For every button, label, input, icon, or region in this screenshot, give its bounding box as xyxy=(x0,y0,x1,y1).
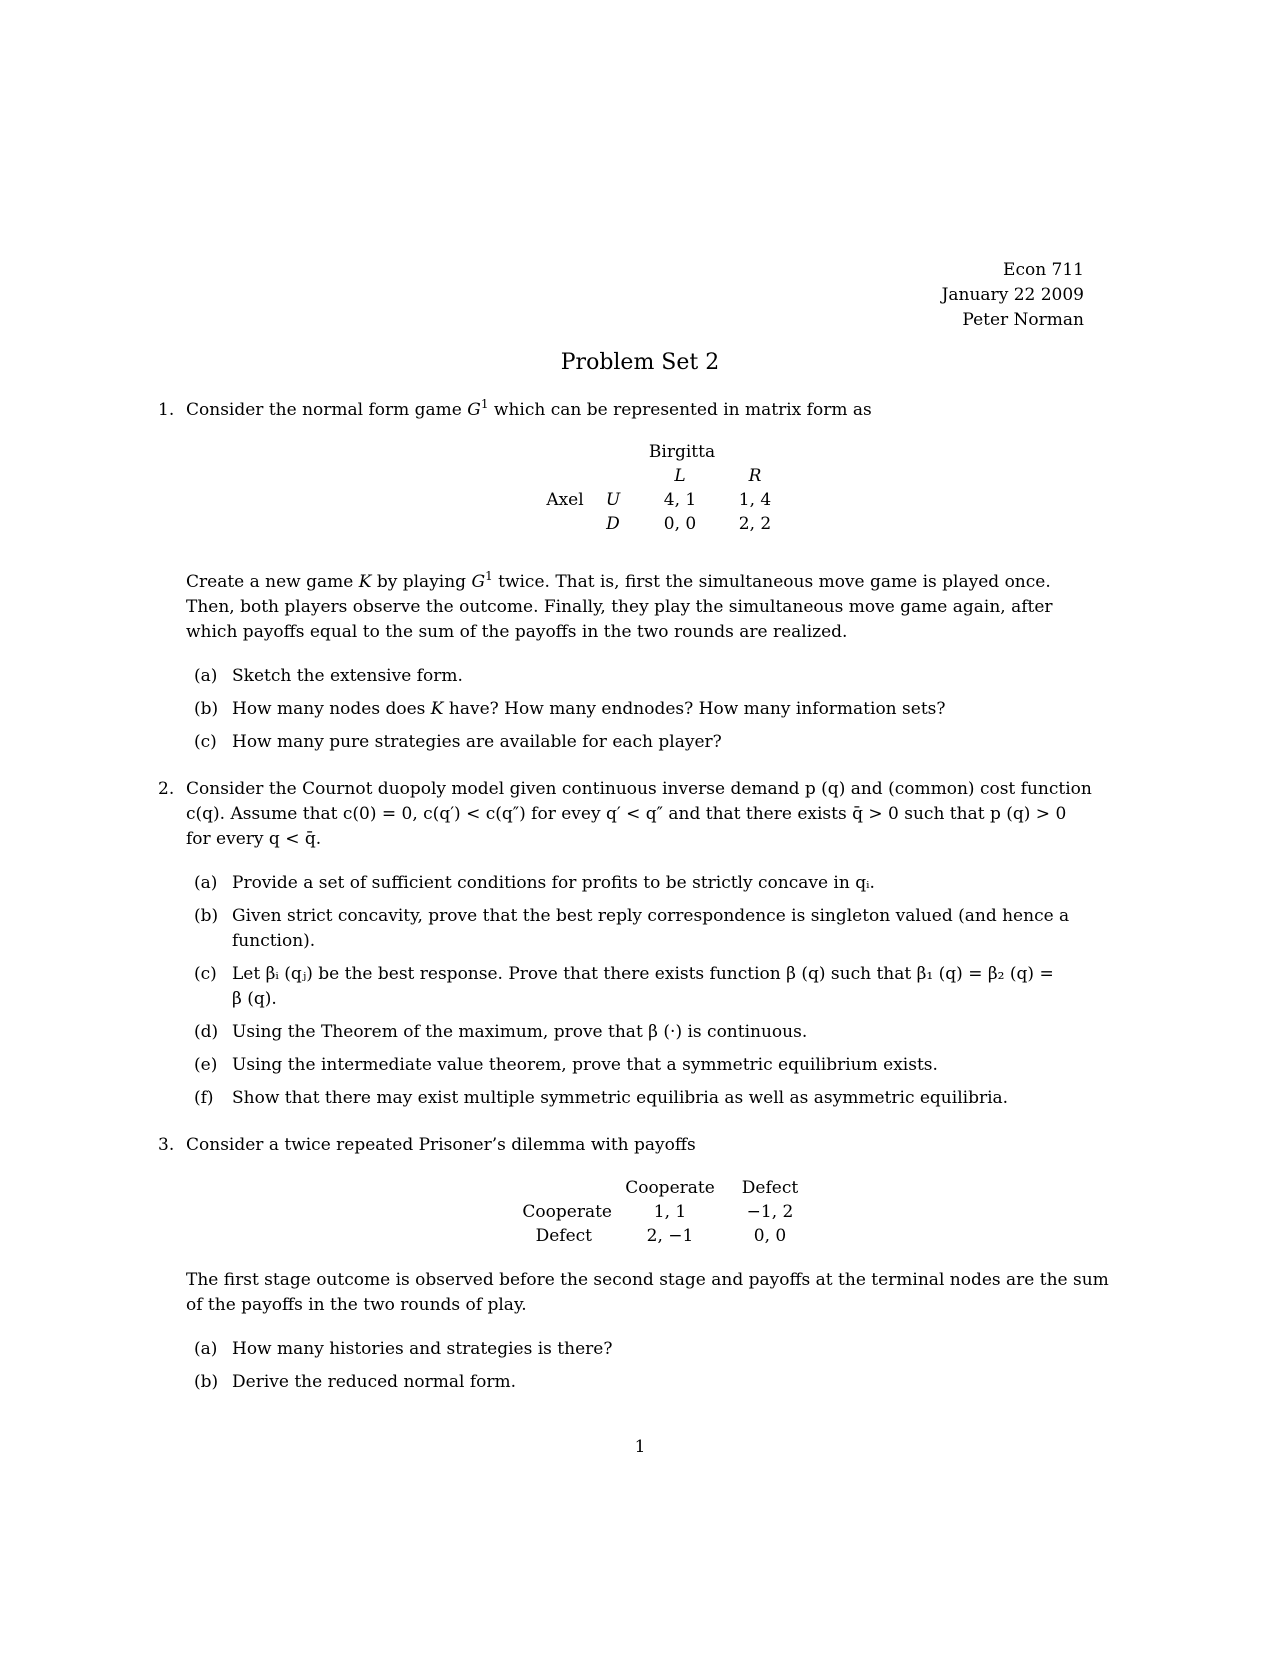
problem-1-number: 1. xyxy=(158,400,175,420)
column-header-defect: Defect xyxy=(741,1178,799,1198)
part-text: Derive the reduced normal form. xyxy=(232,1372,517,1392)
payoff-cell: 4, 1 xyxy=(663,490,697,510)
payoff-cell: 0, 0 xyxy=(663,514,697,534)
course-label: Econ 711 xyxy=(1003,260,1084,280)
part-text: Using the intermediate value theorem, prove that a symmetric equilibrium exists. xyxy=(232,1055,938,1075)
row-header-D: D xyxy=(606,514,620,534)
row-header-cooperate: Cooperate xyxy=(522,1202,612,1222)
problem-2-line-2: c(q). Assume that c(0) = 0, c(q′) < c(q″) for evey q′ < q″ and that there exists q̄ > 0 such that p (q) > 0 xyxy=(186,804,1067,824)
page-title: Problem Set 2 xyxy=(560,350,720,375)
problem-1-intro xyxy=(186,398,872,423)
problem-1-text-line-3: which payoffs equal to the sum of the payoffs in the two rounds are realized. xyxy=(186,622,848,642)
part-text: Let βᵢ (qⱼ) be the best response. Prove that there exists function β (q) such that β₁ (q) = β₂ (q) = xyxy=(232,964,1054,984)
problem-3-text-line-1: The first stage outcome is observed before the second stage and payoffs at the terminal nodes are the sum xyxy=(186,1270,1109,1290)
game-symbol: G xyxy=(467,400,481,420)
part-text: Given strict concavity, prove that the best reply correspondence is singleton valued (and hence a xyxy=(232,906,1070,926)
problem-1-text-line-2: Then, both players observe the outcome. Finally, they play the simultaneous move game again, after xyxy=(186,597,1053,617)
row-player-label: Axel xyxy=(546,490,584,510)
game-superscript: 1 xyxy=(485,569,493,583)
problem-2-line-1: Consider the Cournot duopoly model given continuous inverse demand p (q) and (common) cost function xyxy=(186,779,1092,799)
column-player-label: Birgitta xyxy=(648,442,716,462)
row-header-U: U xyxy=(605,490,621,510)
game-K-symbol: K xyxy=(358,572,372,592)
part-label: (c) xyxy=(194,964,217,984)
column-header-cooperate: Cooperate xyxy=(625,1178,715,1198)
part-text: How many pure strategies are available for each player? xyxy=(232,732,722,752)
payoff-cell: 1, 1 xyxy=(653,1202,687,1222)
part-label: (d) xyxy=(194,1022,219,1042)
game-K-symbol: K xyxy=(430,699,444,719)
part-text: Using the Theorem of the maximum, prove that β (·) is continuous. xyxy=(232,1022,808,1042)
part-text-continuation: function). xyxy=(232,931,316,951)
payoff-cell: 1, 4 xyxy=(738,490,772,510)
text-fragment: by playing xyxy=(376,572,467,592)
part-label: (b) xyxy=(194,906,219,926)
part-label: (e) xyxy=(194,1055,218,1075)
part-label: (a) xyxy=(194,873,218,893)
column-header-R: R xyxy=(748,466,762,486)
date-label: January 22 2009 xyxy=(941,285,1084,305)
text-fragment: Create a new game xyxy=(186,572,354,592)
author-label: Peter Norman xyxy=(962,310,1084,330)
problem-1-intro-after: which can be represented in matrix form as xyxy=(493,400,872,420)
payoff-cell: −1, 2 xyxy=(746,1202,794,1222)
problem-2-line-3: for every q < q̄. xyxy=(186,829,322,849)
problem-1-intro-before: Consider the normal form game xyxy=(186,400,462,420)
part-label: (a) xyxy=(194,666,218,686)
payoff-cell: 2, 2 xyxy=(738,514,772,534)
problem-3-number: 3. xyxy=(158,1135,175,1155)
page-number: 1 xyxy=(634,1437,646,1457)
part-text: Provide a set of sufficient conditions for profits to be strictly concave in qᵢ. xyxy=(232,873,875,893)
part-text: How many histories and strategies is there? xyxy=(232,1339,613,1359)
text-fragment: How many nodes does xyxy=(232,699,426,719)
part-label: (b) xyxy=(194,699,219,719)
text-fragment: have? How many endnodes? How many information sets? xyxy=(448,699,946,719)
column-header-L: L xyxy=(674,466,686,486)
text-fragment: twice. That is, first the simultaneous move game is played once. xyxy=(498,572,1051,592)
part-text: Sketch the extensive form. xyxy=(232,666,463,686)
problem-1-text-line-1 xyxy=(186,570,1051,595)
problem-3-intro: Consider a twice repeated Prisoner’s dilemma with payoffs xyxy=(186,1135,696,1155)
part-label: (a) xyxy=(194,1339,218,1359)
part-text: Show that there may exist multiple symmetric equilibria as well as asymmetric equilibria. xyxy=(232,1088,1009,1108)
part-label: (f) xyxy=(194,1088,214,1108)
game-superscript: 1 xyxy=(480,397,489,411)
problem-3-text-line-2: of the payoffs in the two rounds of play. xyxy=(186,1295,527,1315)
part-text xyxy=(232,697,946,722)
row-header-defect: Defect xyxy=(535,1226,592,1246)
problem-2-number: 2. xyxy=(158,779,175,799)
payoff-cell: 2, −1 xyxy=(646,1226,694,1246)
part-label: (b) xyxy=(194,1372,219,1392)
game-symbol: G xyxy=(471,572,486,592)
part-text-continuation: β (q). xyxy=(232,989,277,1009)
payoff-cell: 0, 0 xyxy=(753,1226,787,1246)
part-label: (c) xyxy=(194,732,217,752)
